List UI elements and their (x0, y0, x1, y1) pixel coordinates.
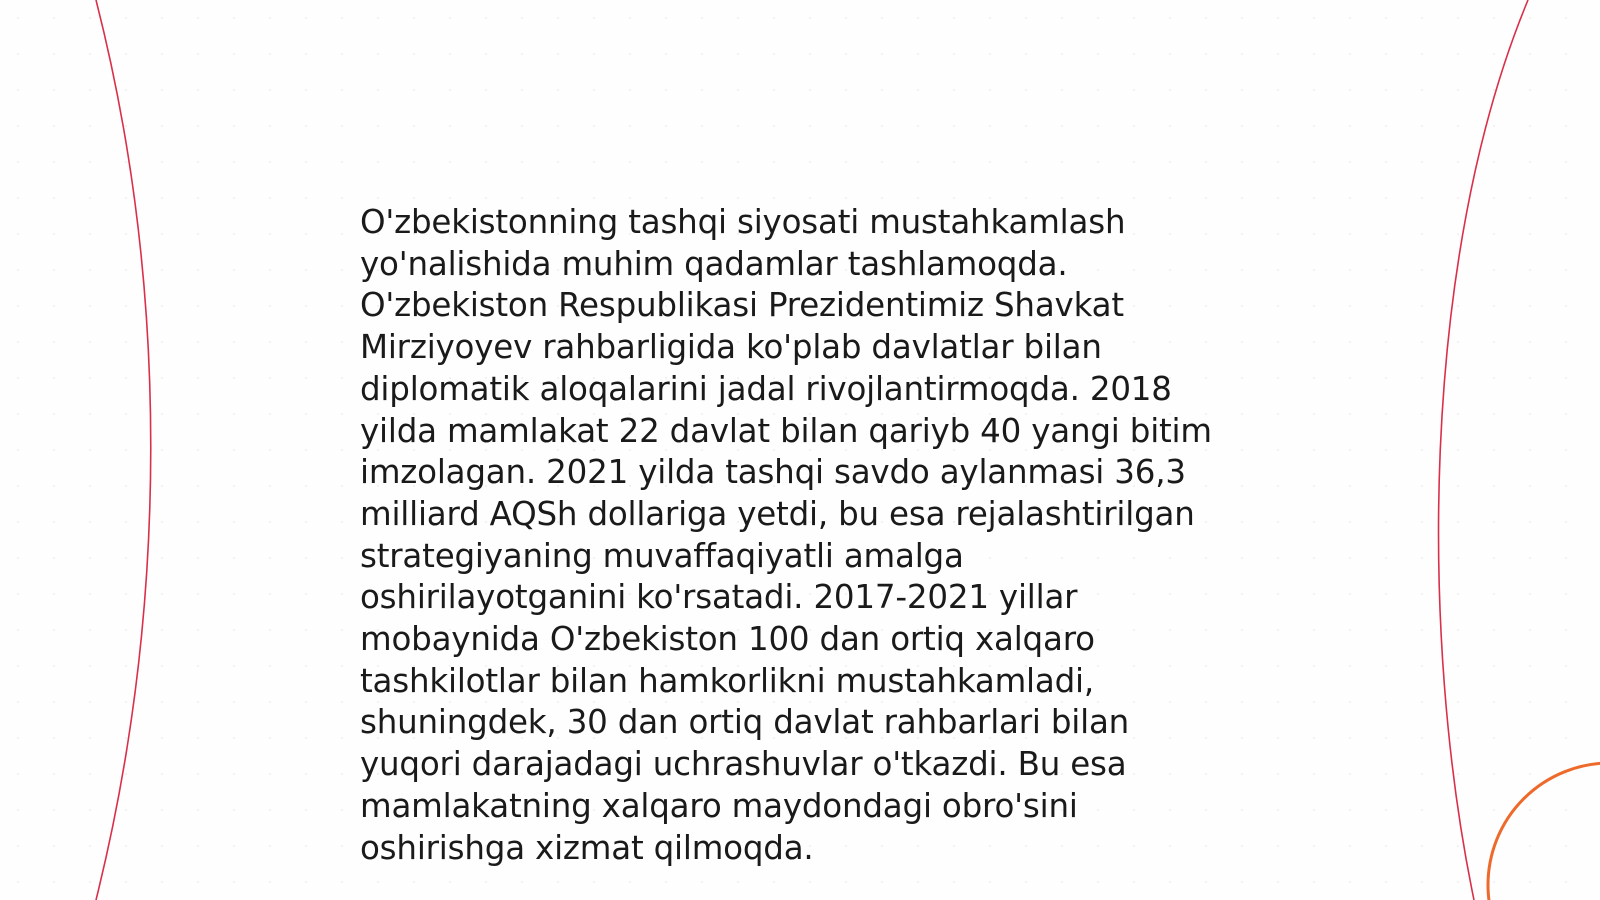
right-curve (1439, 0, 1528, 900)
slide-body-text: O'zbekistonning tashqi siyosati mustahkamlash yo'nalishida muhim qadamlar tashlamoqda. O'zbekiston Respublikasi Prezidentimiz Shavkat Mirziyoyev rahbarligida ko'plab davlatlar bilan diplomatik aloqalarini jadal rivojlantirmoqda. 2018 yilda mamlakat 22 davlat bilan qariyb 40 yangi bitim imzolagan. 2021 yilda tashqi savdo aylanmasi 36,3 milliard AQSh dollariga yetdi, bu esa rejalashtirilgan strategiyaning muvaffaqiyatli amalga oshirilayotganini ko'rsatadi. 2017-2021 yillar mobaynida O'zbekiston 100 dan ortiq xalqaro tashkilotlar bilan hamkorlikni mustahkamladi, shuningdek, 30 dan ortiq davlat rahbarlari bilan yuqori darajadagi uchrashuvlar o'tkazdi. Bu esa mamlakatning xalqaro maydondagi obro'sini oshirishga xizmat qilmoqda. (360, 203, 1212, 867)
left-curve (96, 0, 151, 900)
orange-arc (1488, 763, 1600, 900)
